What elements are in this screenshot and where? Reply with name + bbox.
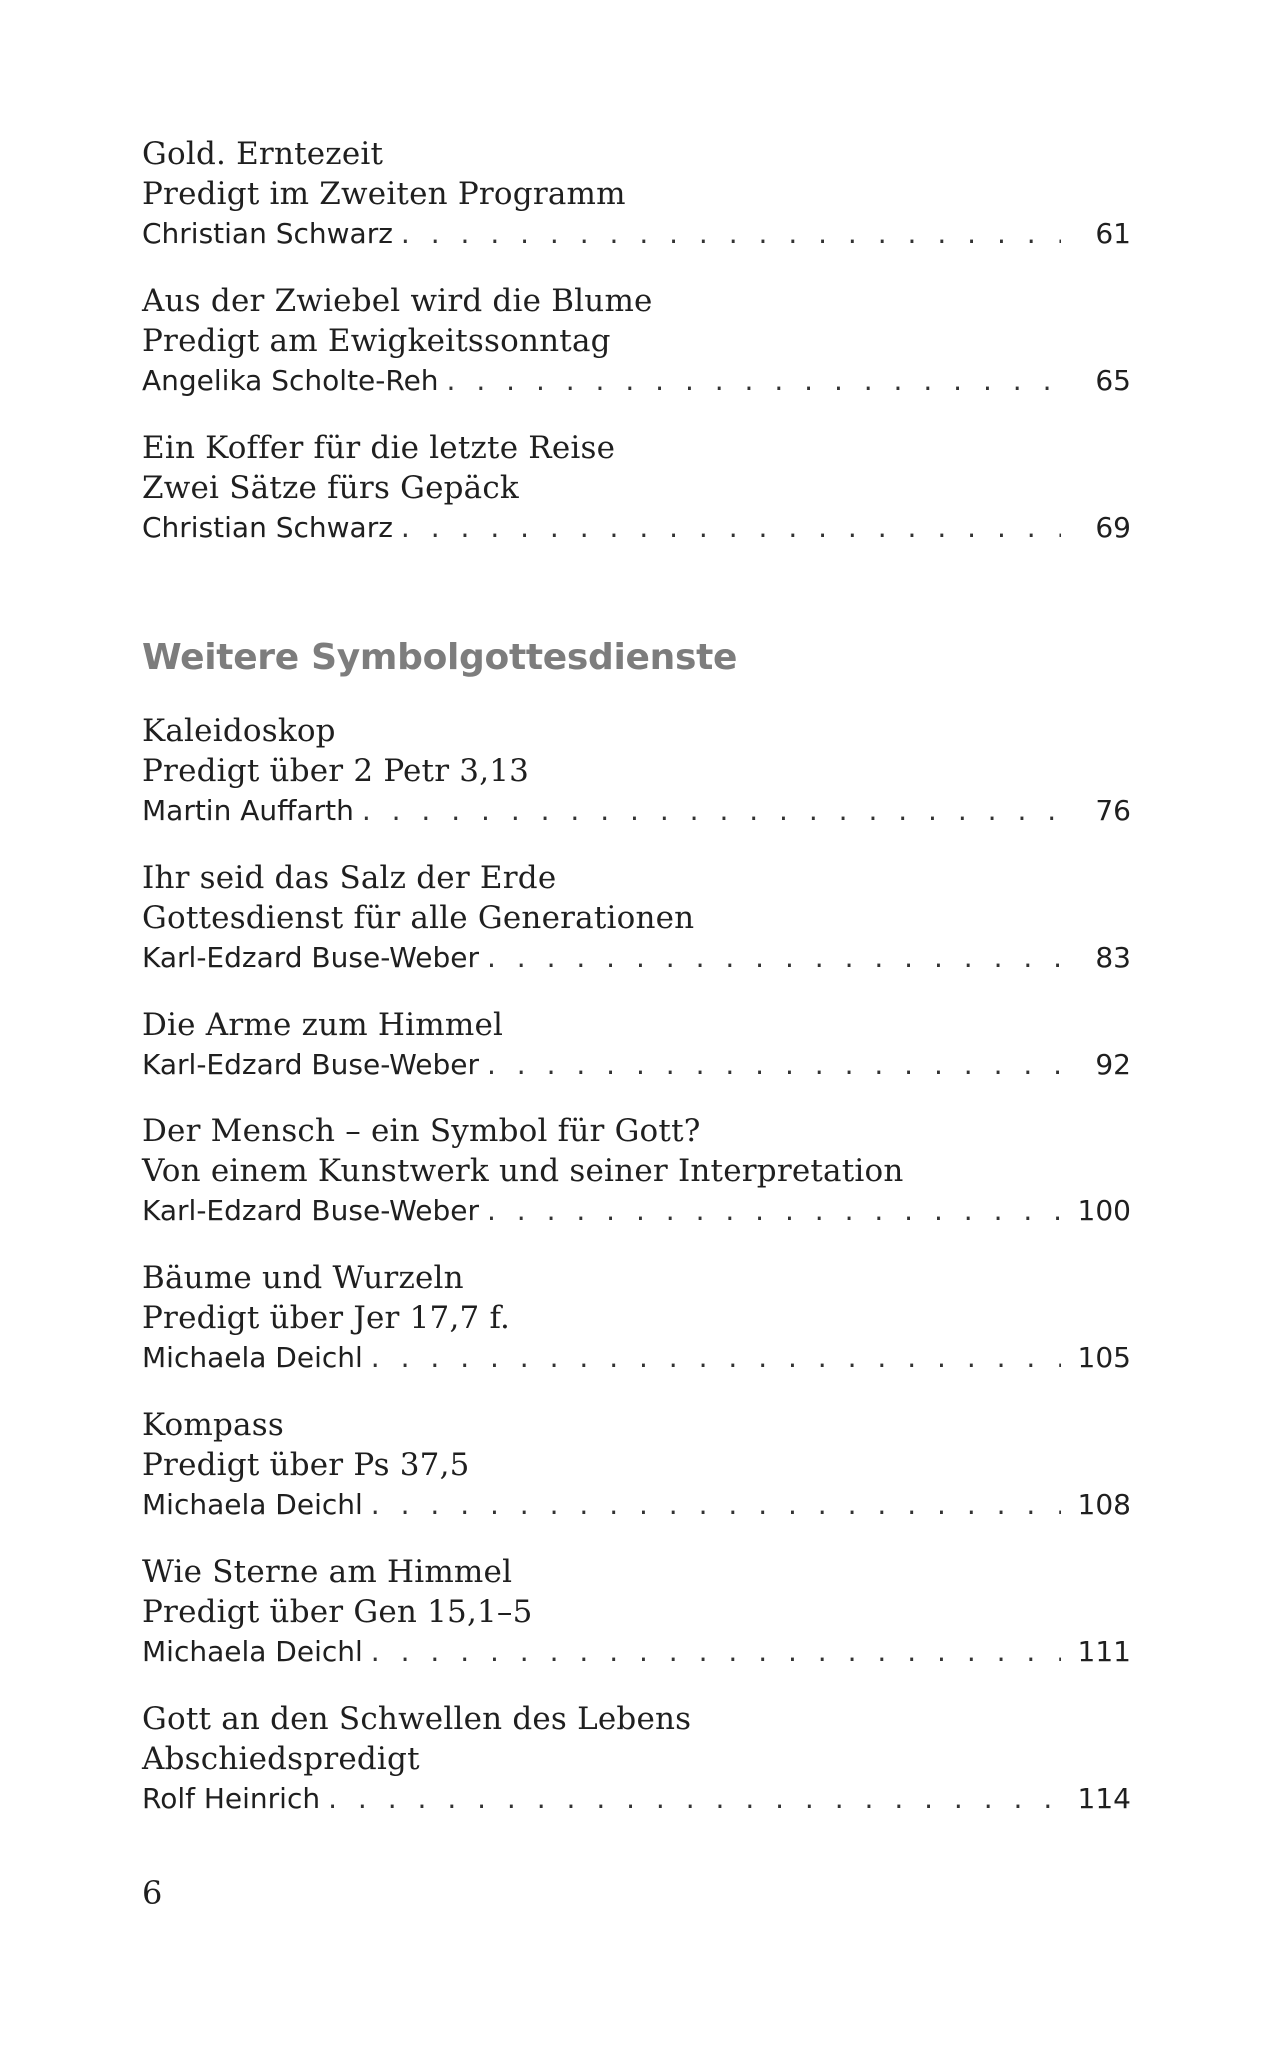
toc-entry xyxy=(142,858,1131,978)
entry-author-row xyxy=(142,938,1131,978)
entry-author: Michaela Deichl xyxy=(142,1635,363,1668)
entry-page-number: 108 xyxy=(1077,1488,1131,1521)
toc-entry xyxy=(142,1258,1131,1378)
page-number: 6 xyxy=(142,1874,163,1912)
entry-subtitle: Predigt über Jer 17,7 f. xyxy=(142,1300,511,1336)
entry-subtitle: Zwei Sätze fürs Gepäck xyxy=(142,470,519,506)
toc-entry xyxy=(142,428,1131,548)
entry-author-row xyxy=(142,1338,1131,1378)
entry-title: Wie Sterne am Himmel xyxy=(142,1554,513,1590)
entry-subtitle: Abschiedspredigt xyxy=(142,1741,420,1777)
entry-title: Gold. Erntezeit xyxy=(142,136,384,172)
section-heading: Weitere Symbolgottesdienste xyxy=(142,637,738,678)
entry-page-number: 69 xyxy=(1095,511,1131,544)
toc-entry xyxy=(142,1699,1131,1819)
dot-leader xyxy=(401,508,1061,548)
toc-entry xyxy=(142,1405,1131,1525)
dot-leader xyxy=(447,361,1061,401)
entry-page-number: 114 xyxy=(1077,1782,1131,1815)
dot-leader xyxy=(401,214,1061,254)
entry-page-number: 100 xyxy=(1077,1194,1131,1227)
toc-entry xyxy=(142,1111,1131,1231)
toc-entry xyxy=(142,281,1131,401)
dot-leader xyxy=(371,1632,1061,1672)
entry-page-number: 105 xyxy=(1077,1341,1131,1374)
entry-title: Die Arme zum Himmel xyxy=(142,1007,504,1043)
entry-author: Michaela Deichl xyxy=(142,1341,363,1374)
toc-entry xyxy=(142,1552,1131,1672)
dot-leader xyxy=(487,938,1061,978)
entry-author-row xyxy=(142,1485,1131,1525)
entry-page-number: 65 xyxy=(1095,364,1131,397)
entry-author-row xyxy=(142,1632,1131,1672)
entry-author-row xyxy=(142,361,1131,401)
entry-title: Ihr seid das Salz der Erde xyxy=(142,860,557,896)
entry-author: Christian Schwarz xyxy=(142,511,393,544)
entry-subtitle: Gottesdienst für alle Generationen xyxy=(142,900,695,936)
entry-author-row xyxy=(142,1045,1131,1085)
toc-entry xyxy=(142,134,1131,254)
entry-subtitle: Von einem Kunstwerk und seiner Interpretation xyxy=(142,1153,904,1189)
entry-subtitle: Predigt am Ewigkeitssonntag xyxy=(142,323,611,359)
toc-entry xyxy=(142,711,1131,831)
dot-leader xyxy=(487,1191,1061,1231)
entry-title: Kompass xyxy=(142,1407,284,1443)
entry-author-row xyxy=(142,214,1131,254)
dot-leader xyxy=(371,1338,1061,1378)
entry-subtitle: Predigt im Zweiten Programm xyxy=(142,176,626,212)
entry-page-number: 76 xyxy=(1095,794,1131,827)
dot-leader xyxy=(371,1485,1061,1525)
toc-entry xyxy=(142,1005,1131,1085)
entry-author: Karl-Edzard Buse-Weber xyxy=(142,1048,479,1081)
entry-page-number: 111 xyxy=(1077,1635,1131,1668)
entry-title: Bäume und Wurzeln xyxy=(142,1260,464,1296)
entry-page-number: 61 xyxy=(1095,217,1131,250)
dot-leader xyxy=(328,1779,1061,1819)
entry-author-row xyxy=(142,1779,1131,1819)
entry-author-row xyxy=(142,1191,1131,1231)
entry-page-number: 83 xyxy=(1095,941,1131,974)
dot-leader xyxy=(362,791,1061,831)
entry-subtitle: Predigt über Gen 15,1–5 xyxy=(142,1594,533,1630)
entry-author: Martin Auffarth xyxy=(142,794,354,827)
entry-title: Der Mensch – ein Symbol für Gott? xyxy=(142,1113,701,1149)
entry-page-number: 92 xyxy=(1095,1048,1131,1081)
entry-author: Christian Schwarz xyxy=(142,217,393,250)
entry-title: Kaleidoskop xyxy=(142,713,336,749)
entry-author: Karl-Edzard Buse-Weber xyxy=(142,941,479,974)
entry-author: Karl-Edzard Buse-Weber xyxy=(142,1194,479,1227)
entry-title: Aus der Zwiebel wird die Blume xyxy=(142,283,653,319)
entry-author: Rolf Heinrich xyxy=(142,1782,321,1815)
entry-subtitle: Predigt über 2 Petr 3,13 xyxy=(142,753,530,789)
entry-author: Michaela Deichl xyxy=(142,1488,363,1521)
entry-title: Gott an den Schwellen des Lebens xyxy=(142,1701,692,1737)
entry-author-row xyxy=(142,508,1131,548)
entry-author: Angelika Scholte-Reh xyxy=(142,364,439,397)
entry-author-row xyxy=(142,791,1131,831)
entry-title: Ein Koffer für die letzte Reise xyxy=(142,430,616,466)
dot-leader xyxy=(487,1045,1061,1085)
entry-subtitle: Predigt über Ps 37,5 xyxy=(142,1447,470,1483)
